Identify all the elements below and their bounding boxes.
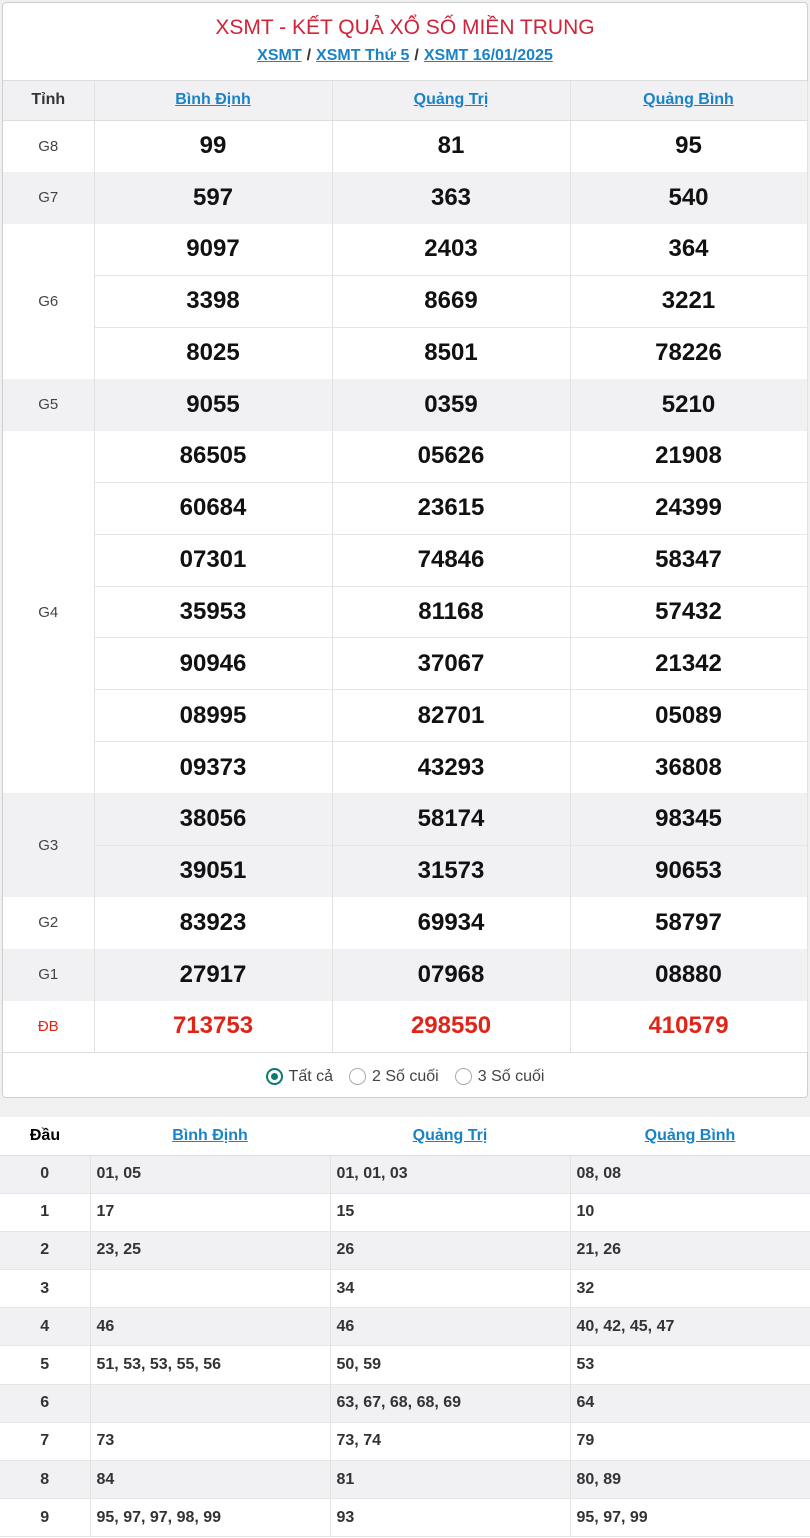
- breadcrumb-separator: /: [306, 47, 312, 64]
- head-digit: 0: [0, 1155, 90, 1193]
- head-digit: 6: [0, 1384, 90, 1422]
- prize-number: 58174: [332, 793, 570, 845]
- loto-row: [0, 1384, 810, 1422]
- loto-numbers: 81: [330, 1461, 570, 1499]
- loto-numbers: 50, 59: [330, 1346, 570, 1384]
- loto-row: [0, 1422, 810, 1460]
- prize-number: 2403: [332, 224, 570, 276]
- breadcrumb-separator: /: [414, 47, 419, 64]
- loto-numbers: 73, 74: [330, 1422, 570, 1460]
- loto-numbers: 84: [90, 1461, 330, 1499]
- province-column-header: Tỉnh: [3, 81, 94, 120]
- page-title: XSMT - KẾT QUẢ XỔ SỐ MIỀN TRUNG: [215, 16, 595, 39]
- loto-numbers: 15: [330, 1193, 570, 1231]
- loto-row: [0, 1346, 810, 1384]
- loto-numbers: 63, 67, 68, 68, 69: [330, 1384, 570, 1422]
- prize-number: 0359: [332, 379, 570, 431]
- prize-number: 74846: [332, 534, 570, 586]
- loto-numbers: 46: [90, 1308, 330, 1346]
- prize-row: [3, 172, 807, 224]
- prize-label: G5: [3, 379, 94, 431]
- prize-number: 364: [570, 224, 807, 276]
- head-digit: 1: [0, 1193, 90, 1231]
- breadcrumb-link-xsmt[interactable]: XSMT: [257, 47, 302, 64]
- head-digit: 2: [0, 1231, 90, 1269]
- prize-row: [3, 793, 807, 845]
- prize-number: 86505: [94, 431, 332, 483]
- prize-number: 07301: [94, 534, 332, 586]
- prize-number: 43293: [332, 742, 570, 794]
- loto-card: [0, 1117, 810, 1538]
- prize-number: 3398: [94, 275, 332, 327]
- loto-numbers: 10: [570, 1193, 810, 1231]
- loto-numbers: 53: [570, 1346, 810, 1384]
- head-digit: 3: [0, 1270, 90, 1308]
- results-header-row: [3, 81, 807, 120]
- loto-numbers: 21, 26: [570, 1231, 810, 1269]
- province-link-quang-binh[interactable]: Quảng Bình: [643, 91, 734, 109]
- prize-number: 07968: [332, 949, 570, 1001]
- prize-number: 05089: [570, 690, 807, 742]
- prize-number: 58797: [570, 897, 807, 949]
- loto-numbers: 73: [90, 1422, 330, 1460]
- prize-row: [3, 534, 807, 586]
- prize-number: 5210: [570, 379, 807, 431]
- prize-row: [3, 1001, 807, 1053]
- prize-row: [3, 845, 807, 897]
- prize-row: [3, 742, 807, 794]
- prize-number: 81: [332, 120, 570, 172]
- province-header: [94, 81, 332, 120]
- radio-selected-icon[interactable]: [266, 1068, 283, 1085]
- prize-row: [3, 949, 807, 1001]
- prize-label: G1: [3, 949, 94, 1001]
- prize-row: [3, 120, 807, 172]
- prize-row: [3, 638, 807, 690]
- filter-option-last-2[interactable]: [349, 1068, 439, 1086]
- loto-province-link-quang-binh[interactable]: Quảng Bình: [644, 1126, 736, 1144]
- prize-number: 597: [94, 172, 332, 224]
- prize-number: 36808: [570, 742, 807, 794]
- loto-numbers: 08, 08: [570, 1155, 810, 1193]
- prize-number: 39051: [94, 845, 332, 897]
- filter-option-all[interactable]: [266, 1068, 333, 1086]
- loto-row: [0, 1499, 810, 1537]
- province-header: [570, 1117, 810, 1155]
- prize-number: 99: [94, 120, 332, 172]
- prize-number: 83923: [94, 897, 332, 949]
- loto-row: [0, 1155, 810, 1193]
- prize-number: 58347: [570, 534, 807, 586]
- prize-number: 3221: [570, 275, 807, 327]
- prize-row: [3, 586, 807, 638]
- prize-label: G3: [3, 793, 94, 897]
- breadcrumb-link-date[interactable]: XSMT 16/01/2025: [423, 47, 553, 64]
- province-header: [570, 81, 807, 120]
- loto-numbers: 95, 97, 99: [570, 1499, 810, 1537]
- prize-number: 363: [332, 172, 570, 224]
- prize-number: 23615: [332, 483, 570, 535]
- loto-table: [0, 1117, 810, 1537]
- filter-option-label: 3 Số cuối: [477, 1067, 545, 1085]
- loto-numbers: 46: [330, 1308, 570, 1346]
- prize-number: 410579: [570, 1001, 807, 1053]
- loto-numbers: 26: [330, 1231, 570, 1269]
- results-card: [2, 2, 808, 1098]
- prize-label: G7: [3, 172, 94, 224]
- prize-number: 05626: [332, 431, 570, 483]
- prize-label: ĐB: [3, 1001, 94, 1053]
- loto-numbers: 93: [330, 1499, 570, 1537]
- prize-number: 82701: [332, 690, 570, 742]
- loto-header-row: [0, 1117, 810, 1155]
- prize-number: 08995: [94, 690, 332, 742]
- prize-number: 35953: [94, 586, 332, 638]
- prize-number: 78226: [570, 327, 807, 379]
- results-body: [3, 120, 807, 1052]
- prize-number: 8669: [332, 275, 570, 327]
- province-header: [330, 1117, 570, 1155]
- prize-label: G2: [3, 897, 94, 949]
- prize-number: 8025: [94, 327, 332, 379]
- prize-number: 9055: [94, 379, 332, 431]
- loto-row: [0, 1270, 810, 1308]
- loto-numbers: 64: [570, 1384, 810, 1422]
- prize-number: 90946: [94, 638, 332, 690]
- prize-number: 81168: [332, 586, 570, 638]
- province-link-quang-tri[interactable]: Quảng Trị: [413, 91, 489, 109]
- filter-option-last-3[interactable]: [455, 1068, 545, 1086]
- results-table: [3, 81, 808, 1052]
- filter-option-label: 2 Số cuối: [372, 1067, 439, 1085]
- loto-numbers: 51, 53, 53, 55, 56: [90, 1346, 330, 1384]
- prize-number: 09373: [94, 742, 332, 794]
- loto-numbers: 80, 89: [570, 1461, 810, 1499]
- prize-number: 9097: [94, 224, 332, 276]
- province-header: [332, 81, 570, 120]
- head-digit: 8: [0, 1461, 90, 1499]
- prize-number: 38056: [94, 793, 332, 845]
- loto-numbers: 17: [90, 1193, 330, 1231]
- prize-label: G4: [3, 431, 94, 794]
- head-digit: 9: [0, 1499, 90, 1537]
- loto-body: [0, 1155, 810, 1537]
- prize-number: 24399: [570, 483, 807, 535]
- prize-label: G6: [3, 224, 94, 379]
- prize-number: 37067: [332, 638, 570, 690]
- radio-unselected-icon[interactable]: [349, 1068, 366, 1085]
- results-header: [3, 3, 807, 81]
- prize-number: 298550: [332, 1001, 570, 1053]
- loto-numbers: 95, 97, 97, 98, 99: [90, 1499, 330, 1537]
- head-digit: 4: [0, 1308, 90, 1346]
- loto-numbers: 01, 01, 03: [330, 1155, 570, 1193]
- filter-option-label: Tất cả: [288, 1067, 334, 1085]
- prize-row: [3, 483, 807, 535]
- prize-row: [3, 690, 807, 742]
- prize-number: 08880: [570, 949, 807, 1001]
- loto-numbers: 32: [570, 1270, 810, 1308]
- prize-row: [3, 275, 807, 327]
- loto-row: [0, 1231, 810, 1269]
- prize-row: [3, 897, 807, 949]
- loto-row: [0, 1461, 810, 1499]
- loto-numbers: [90, 1384, 330, 1422]
- head-digit: 5: [0, 1346, 90, 1384]
- loto-row: [0, 1193, 810, 1231]
- radio-unselected-icon[interactable]: [455, 1068, 472, 1085]
- loto-province-link-binh-dinh[interactable]: Bình Định: [172, 1126, 248, 1144]
- breadcrumb-link-weekday[interactable]: XSMT Thứ 5: [316, 47, 410, 64]
- loto-row: [0, 1308, 810, 1346]
- prize-number: 90653: [570, 845, 807, 897]
- prize-number: 21342: [570, 638, 807, 690]
- prize-row: [3, 431, 807, 483]
- province-header: [90, 1117, 330, 1155]
- loto-numbers: 23, 25: [90, 1231, 330, 1269]
- prize-row: [3, 379, 807, 431]
- number-filter: [3, 1052, 807, 1100]
- head-digit-column-header: Đầu: [0, 1117, 90, 1155]
- loto-province-link-quang-tri[interactable]: Quảng Trị: [412, 1126, 488, 1144]
- province-link-binh-dinh[interactable]: Bình Định: [175, 91, 251, 109]
- prize-number: 8501: [332, 327, 570, 379]
- prize-number: 27917: [94, 949, 332, 1001]
- prize-number: 21908: [570, 431, 807, 483]
- prize-label: G8: [3, 120, 94, 172]
- prize-row: [3, 224, 807, 276]
- loto-numbers: [90, 1270, 330, 1308]
- prize-row: [3, 327, 807, 379]
- loto-numbers: 40, 42, 45, 47: [570, 1308, 810, 1346]
- prize-number: 69934: [332, 897, 570, 949]
- prize-number: 57432: [570, 586, 807, 638]
- loto-numbers: 34: [330, 1270, 570, 1308]
- loto-numbers: 79: [570, 1422, 810, 1460]
- prize-number: 540: [570, 172, 807, 224]
- prize-number: 95: [570, 120, 807, 172]
- prize-number: 31573: [332, 845, 570, 897]
- breadcrumb: [3, 47, 807, 65]
- prize-number: 98345: [570, 793, 807, 845]
- prize-number: 713753: [94, 1001, 332, 1053]
- prize-number: 60684: [94, 483, 332, 535]
- head-digit: 7: [0, 1422, 90, 1460]
- loto-numbers: 01, 05: [90, 1155, 330, 1193]
